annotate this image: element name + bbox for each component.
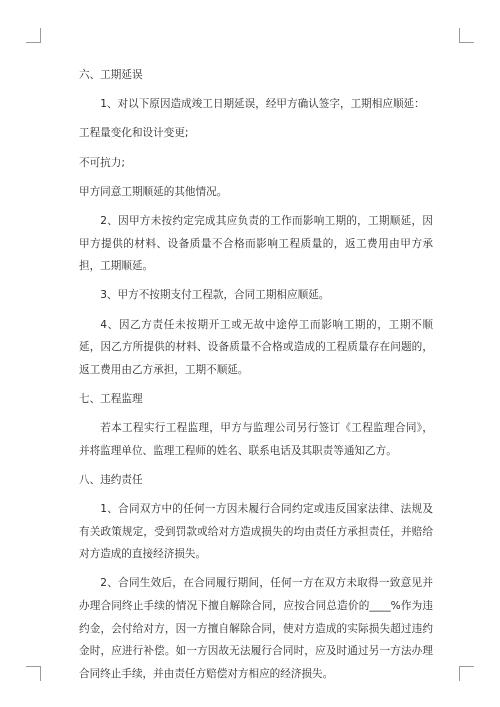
paragraph: 1、合同双方中的任何一方因未履行合同约定或违反国家法律、法规及有关政策规定，受到罚款或给对方造成损失的均由责任方承担责任，并赔给对方造成的直接经济损失。 bbox=[79, 503, 433, 561]
paragraph: 3、甲方不按期支付工程款，合同工期相应顺延。 bbox=[100, 289, 330, 302]
paragraph: 2、因甲方未按约定完成其应负责的工作而影响工期的，工期顺延，因甲方提供的材料、设备质量不合格而影响工程质量的，返工费用由甲方承担，工期顺延。 bbox=[79, 214, 433, 273]
crop-mark-top-right bbox=[459, 28, 474, 43]
paragraph: 1、对以下原因造成竣工日期延误，经甲方确认签字，工期相应顺延： bbox=[100, 98, 425, 111]
crop-mark-bottom-left bbox=[26, 666, 41, 681]
list-item: 甲方同意工期顺延的其他情况。 bbox=[79, 185, 228, 198]
section-heading-delay: 六、工期延误 bbox=[79, 69, 143, 81]
crop-mark-top-left bbox=[26, 28, 41, 43]
paragraph: 4、因乙方责任未按期开工或无故中途停工而影响工期的，工期不顺延，因乙方所提供的材料、设备质量不合格或造成的工程质量存在问题的，返工费用由乙方承担，工期不顺延。 bbox=[79, 318, 433, 376]
list-item: 工程量变化和设计变更; bbox=[79, 127, 189, 140]
crop-mark-bottom-right bbox=[459, 666, 474, 681]
list-item: 不可抗力; bbox=[79, 156, 125, 169]
section-heading-supervision: 七、工程监理 bbox=[79, 392, 143, 405]
section-heading-liability: 八、违约责任 bbox=[79, 473, 143, 486]
paragraph: 2、合同生效后，在合同履行期间，任何一方在双方未取得一致意见并办理合同终止手续的情况下擅自解除合同，应按合同总造价的____%作为违约金，会付给对方，因一方擅自解除合同，使对方造成的实际损失超过违约金时，应进行补偿。如一方因故无法履行合同时，应及时通过另一方法办理合同终止手续，并由责任方赔偿对方相应的经济损失。 bbox=[79, 577, 433, 680]
document-body bbox=[79, 64, 433, 692]
paragraph: 若本工程实行工程监理，甲方与监理公司另行签订《工程监理合同》，并将监理单位、监理工程师的姓名、联系电话及其职责等通知乙方。 bbox=[79, 422, 433, 457]
